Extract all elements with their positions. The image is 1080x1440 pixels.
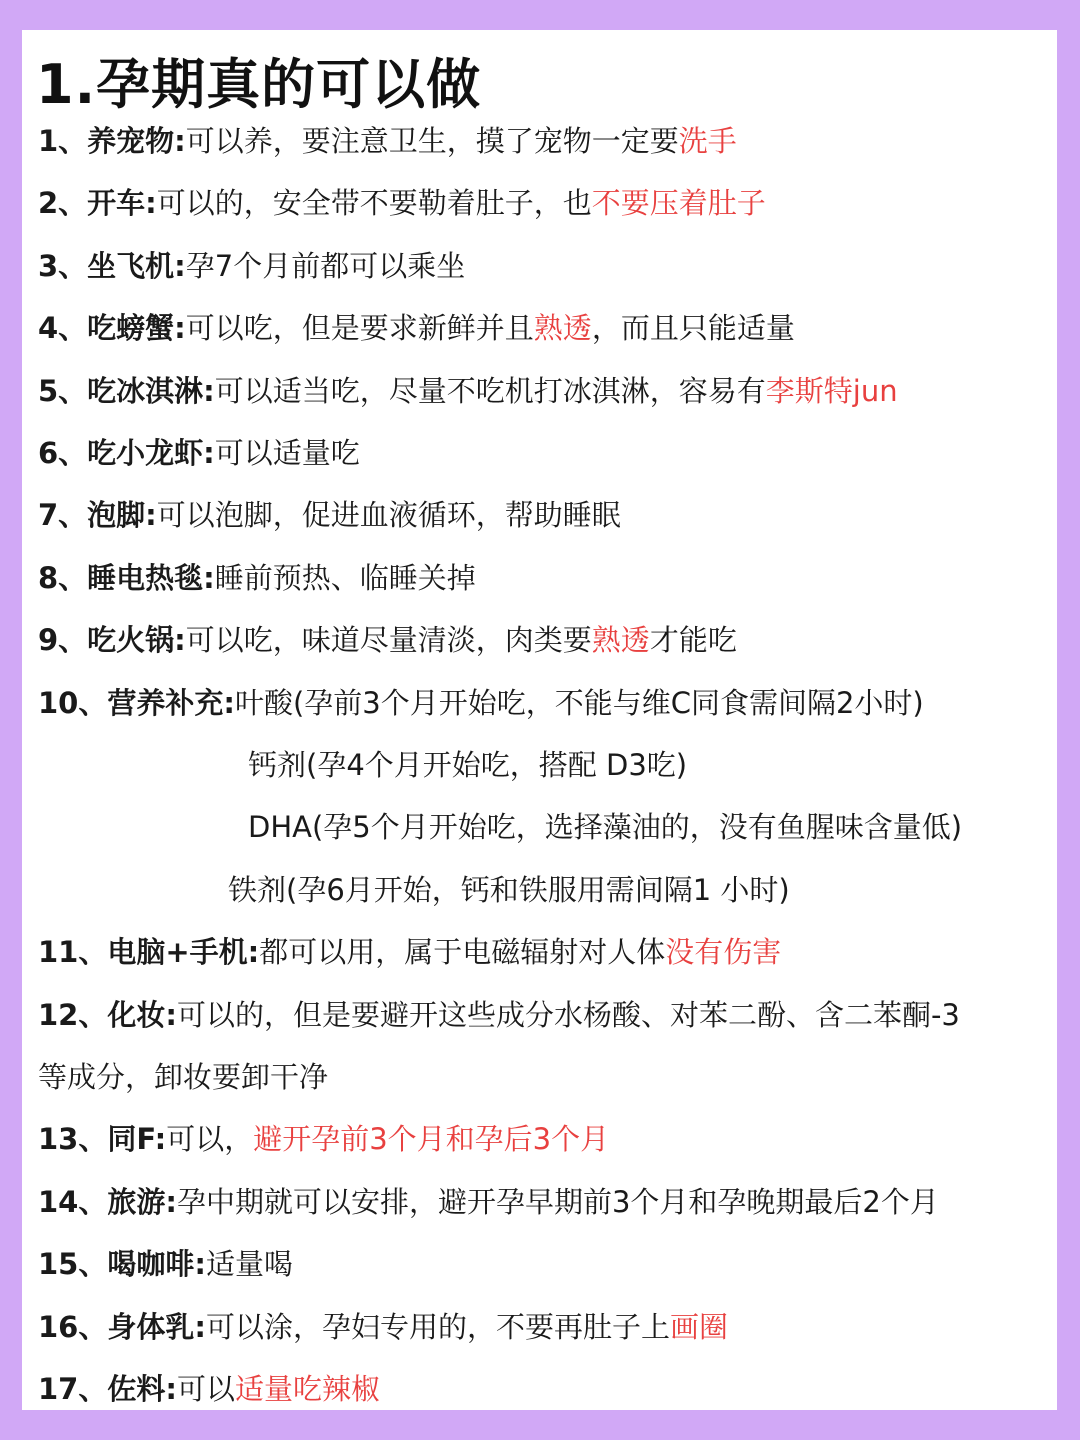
highlight-text: 避开孕前3个月和孕后3个月 xyxy=(253,1122,610,1157)
item-text: 可以， xyxy=(166,1122,254,1157)
list-item xyxy=(248,745,687,785)
list-item xyxy=(38,995,960,1035)
item-label: 8、睡电热毯: xyxy=(38,560,215,595)
item-label: 9、吃火锅: xyxy=(38,623,186,658)
highlight-text: 画圈 xyxy=(669,1309,728,1344)
list-item xyxy=(38,183,766,223)
item-label: 3、坐飞机: xyxy=(38,248,186,283)
item-text: 钙剂(孕4个月开始吃，搭配 D3吃) xyxy=(248,748,688,782)
list-item xyxy=(38,246,465,286)
list-item xyxy=(38,1307,728,1347)
highlight-text: 适量吃辣椒 xyxy=(234,1372,380,1406)
item-text: 可以适当吃，尽量不吃机打冰淇淋，容易有 xyxy=(214,373,766,408)
list-item xyxy=(38,308,795,348)
item-text: 孕7个月前都可以乘坐 xyxy=(185,248,466,283)
list-item xyxy=(228,870,790,910)
item-label: 5、吃冰淇淋: xyxy=(38,373,215,408)
item-label: 11、电脑+手机: xyxy=(38,935,260,970)
list-item xyxy=(38,620,737,660)
item-text: 可以适量吃 xyxy=(214,436,360,470)
list-item xyxy=(38,371,898,411)
item-text: 叶酸(孕前3个月开始吃，不能与维C同食需间隔2小时) xyxy=(234,685,924,720)
highlight-text: 不要压着肚子 xyxy=(591,186,766,221)
highlight-text: 熟透 xyxy=(591,623,650,658)
item-label: 14、旅游: xyxy=(38,1184,177,1219)
item-label: 7、泡脚: xyxy=(38,498,157,533)
item-text: 可以泡脚，促进血液循环，帮助睡眠 xyxy=(156,498,621,533)
list-item xyxy=(38,683,924,723)
item-text: 才能吃 xyxy=(649,623,737,658)
list-item xyxy=(38,558,476,598)
highlight-text: 没有伤害 xyxy=(665,935,782,970)
item-label: 12、化妆: xyxy=(38,997,177,1032)
item-text: 可以 xyxy=(176,1372,235,1406)
list-item xyxy=(38,433,360,473)
item-text: 可以的，但是要避开这些成分水杨酸、对苯二酚、含二苯酮-3 xyxy=(176,997,960,1032)
list-item xyxy=(38,1119,609,1159)
list-item xyxy=(38,1244,293,1284)
item-text: 可以养，要注意卫生，摸了宠物一定要 xyxy=(185,124,679,158)
item-text: 都可以用，属于电磁辐射对人体 xyxy=(259,935,666,970)
item-label: 10、营养补充: xyxy=(38,685,235,720)
item-text: 可以的，安全带不要勒着肚子，也 xyxy=(156,186,592,221)
list-item xyxy=(38,1182,939,1222)
highlight-text: 李斯特jun xyxy=(765,373,898,408)
item-label: 6、吃小龙虾: xyxy=(38,436,215,470)
list-item xyxy=(38,1057,328,1097)
item-text: 适量喝 xyxy=(205,1247,293,1282)
item-label: 13、同F: xyxy=(38,1122,167,1157)
list-item xyxy=(38,121,737,161)
list-item xyxy=(248,807,962,847)
item-label: 15、喝咖啡: xyxy=(38,1247,206,1282)
highlight-text: 熟透 xyxy=(533,311,592,346)
list-item xyxy=(38,495,621,535)
item-text: 铁剂(孕6月开始，钙和铁服用需间隔1 小时) xyxy=(228,872,790,907)
page-title: 1.孕期真的可以做 xyxy=(36,53,482,116)
item-label: 1、养宠物: xyxy=(38,124,186,158)
item-label: 2、开车: xyxy=(38,186,157,221)
list-item xyxy=(38,1369,380,1409)
list-item xyxy=(38,932,781,972)
item-text: 睡前预热、临睡关掉 xyxy=(214,560,476,595)
highlight-text: 洗手 xyxy=(678,124,737,158)
item-label: 4、吃螃蟹: xyxy=(38,311,186,346)
item-text: 可以涂，孕妇专用的，不要再肚子上 xyxy=(205,1309,670,1344)
item-text: 可以吃，味道尽量清淡，肉类要 xyxy=(185,623,592,658)
item-text: DHA(孕5个月开始吃，选择藻油的，没有鱼腥味含量低) xyxy=(248,810,963,845)
item-text: ，而且只能适量 xyxy=(591,311,795,346)
item-label: 17、佐料: xyxy=(38,1372,177,1406)
item-text: 可以吃，但是要求新鲜并且 xyxy=(185,311,534,346)
item-text: 孕中期就可以安排，避开孕早期前3个月和孕晚期最后2个月 xyxy=(176,1184,939,1219)
item-text: 等成分，卸妆要卸干净 xyxy=(38,1060,329,1094)
item-label: 16、身体乳: xyxy=(38,1309,206,1344)
